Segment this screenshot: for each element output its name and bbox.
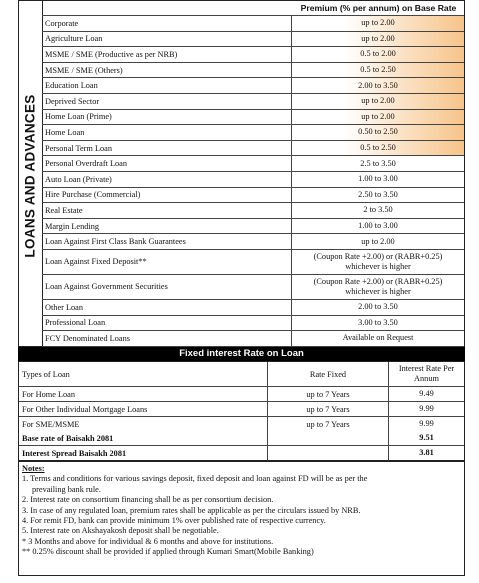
fixed-row xyxy=(19,417,464,431)
loan-premium: 2.50 to 3.50 xyxy=(358,189,398,199)
fixed-rate-table xyxy=(18,361,465,461)
loan-row xyxy=(42,249,464,274)
fixed-loan-type: For Home Loan xyxy=(22,389,75,399)
loan-premium-line2: whichever is higher xyxy=(345,286,411,296)
premium-header: Premium (% per annum) on Base Rate xyxy=(300,3,457,13)
col-types-of-loan: Types of Loan xyxy=(22,369,70,379)
col-interest-rate-line1: Interest Rate Per xyxy=(398,364,455,373)
loan-premium: up to 2.00 xyxy=(361,236,395,246)
note-line: 3. In case of any regulated loan, premium rates shall be applicable as per the circulars issued by NRB. xyxy=(22,505,361,515)
note-line: 1. Terms and conditions for various savings deposit, fixed deposit and loan against FD will be as per the xyxy=(22,474,368,484)
loan-name: Other Loan xyxy=(42,300,292,315)
loan-name: Personal Overdraft Loan xyxy=(42,156,292,171)
loan-premium: 2 to 3.50 xyxy=(363,205,393,215)
loan-name: Auto Loan (Private) xyxy=(42,172,292,187)
loan-row xyxy=(42,93,464,109)
note-line: * 3 Months and above for individual & 6 months and above for institutions. xyxy=(22,536,274,546)
loan-premium: 0.5 to 2.50 xyxy=(292,63,464,78)
fixed-rate-header: Fixed interest Rate on Loan xyxy=(18,347,465,361)
fixed-loan-type: For SME/MSME xyxy=(22,419,80,429)
loan-name: Hire Purchase (Commercial) xyxy=(42,188,292,203)
base-rate-value: 9.51 xyxy=(388,431,464,445)
note-line: prevailing bank rule. xyxy=(32,484,101,494)
fixed-table-header-row xyxy=(19,362,464,387)
loan-name: Home Loan (Prime) xyxy=(42,110,292,125)
loan-row xyxy=(42,77,464,93)
loan-row xyxy=(42,155,464,171)
fixed-loan-type: For Other Individual Mortgage Loans xyxy=(22,404,148,414)
loan-premium: up to 2.00 xyxy=(292,110,464,125)
fixed-rate: 9.99 xyxy=(388,417,464,431)
fixed-row xyxy=(19,402,464,417)
loan-premium xyxy=(292,275,464,299)
fixed-rows xyxy=(19,387,464,431)
loans-advances-table xyxy=(18,0,465,347)
loan-premium: 1.00 to 3.00 xyxy=(358,174,398,184)
loan-premium-line2: whichever is higher xyxy=(345,261,411,271)
loan-row xyxy=(42,233,464,249)
loan-premium: 2.00 to 3.50 xyxy=(292,78,464,93)
note-line: 4. For remit FD, bank can provide minimum 1% over published rate of respective currency. xyxy=(22,516,326,526)
spread-label: Interest Spread Baisakh 2081 xyxy=(22,448,127,458)
loan-name: Professional Loan xyxy=(42,316,292,331)
loan-premium: 0.5 to 2.00 xyxy=(292,47,464,62)
loan-premium: up to 2.00 xyxy=(292,94,464,109)
loan-row xyxy=(42,187,464,203)
col-interest-rate xyxy=(388,362,464,386)
loan-name: Margin Lending xyxy=(42,219,292,234)
notes-lines xyxy=(22,474,461,557)
loan-name: Corporate xyxy=(42,16,292,31)
note-line: 2. Interest rate on consortium financing shall be as per consortium decision. xyxy=(22,495,274,505)
loan-row xyxy=(42,330,464,346)
loan-premium-line1: (Coupon Rate +2.00) or (RABR+0.25) xyxy=(313,251,443,261)
loan-premium: 0.5 to 2.50 xyxy=(292,141,464,156)
fixed-row xyxy=(19,387,464,402)
loan-row xyxy=(42,218,464,234)
notes-title: Notes: xyxy=(22,464,45,473)
loan-row xyxy=(42,15,464,31)
loan-premium: 0.50 to 2.50 xyxy=(292,125,464,140)
fixed-period: up to 7 Years xyxy=(267,387,388,401)
loan-name: Loan Against First Class Bank Guarantees xyxy=(42,234,292,249)
col-interest-rate-line2: Annum xyxy=(414,374,439,383)
loan-row xyxy=(42,315,464,331)
spread-empty xyxy=(267,446,388,460)
loan-name: Real Estate xyxy=(42,203,292,218)
loan-premium: 3.00 to 3.50 xyxy=(358,317,398,327)
side-label: LOANS AND ADVANCES xyxy=(22,94,38,258)
loan-name: MSME / SME (Productive as per NRB) xyxy=(42,47,292,62)
loan-row xyxy=(42,274,464,299)
loan-premium: up to 2.00 xyxy=(292,32,464,47)
loan-row xyxy=(42,299,464,315)
loan-name: MSME / SME (Others) xyxy=(42,63,292,78)
side-label-cell xyxy=(19,1,43,346)
loan-row xyxy=(42,62,464,78)
loan-name: Loan Against Fixed Deposit** xyxy=(42,250,292,274)
spread-value: 3.81 xyxy=(388,446,464,460)
note-line: 5. Interest rate on Akshayakosh deposit shall be negotiable. xyxy=(22,526,219,536)
loan-premium: 1.00 to 3.00 xyxy=(358,221,398,231)
loan-premium: 2.00 to 3.50 xyxy=(358,302,398,312)
loan-row xyxy=(42,171,464,187)
loan-name: Loan Against Government Securities xyxy=(42,275,292,299)
loan-name: Personal Term Loan xyxy=(42,141,292,156)
base-rate-row xyxy=(19,431,464,446)
loan-rows xyxy=(42,15,464,361)
fixed-period: up to 7 Years xyxy=(267,402,388,416)
loan-row xyxy=(42,109,464,125)
loan-premium-line1: (Coupon Rate +2.00) or (RABR+0.25) xyxy=(313,276,443,286)
loan-row xyxy=(42,46,464,62)
loan-name: Deprived Sector xyxy=(42,94,292,109)
spread-row xyxy=(19,446,464,460)
notes-section xyxy=(18,461,465,576)
fixed-rate: 9.99 xyxy=(388,402,464,416)
fixed-rate: 9.49 xyxy=(388,387,464,401)
loan-name: FCY Denominated Loans xyxy=(42,331,292,346)
loan-row xyxy=(42,140,464,156)
loan-premium: 2.5 to 3.50 xyxy=(360,158,396,168)
fixed-period: up to 7 Years xyxy=(267,417,388,431)
loan-row xyxy=(42,202,464,218)
loan-name: Education Loan xyxy=(42,78,292,93)
base-rate-label: Base rate of Baisakh 2081 xyxy=(22,433,114,443)
loan-name: Agriculture Loan xyxy=(42,32,292,47)
note-line: ** 0.25% discount shall be provided if applied through Kumari Smart(Mobile Banking) xyxy=(22,547,314,557)
col-rate-fixed: Rate Fixed xyxy=(267,362,388,386)
loan-premium xyxy=(292,250,464,274)
loan-premium: up to 2.00 xyxy=(292,16,464,31)
loan-row xyxy=(42,124,464,140)
loan-name: Home Loan xyxy=(42,125,292,140)
loan-row xyxy=(42,31,464,47)
base-rate-empty xyxy=(267,431,388,445)
loan-premium: Available on Request xyxy=(342,333,414,343)
